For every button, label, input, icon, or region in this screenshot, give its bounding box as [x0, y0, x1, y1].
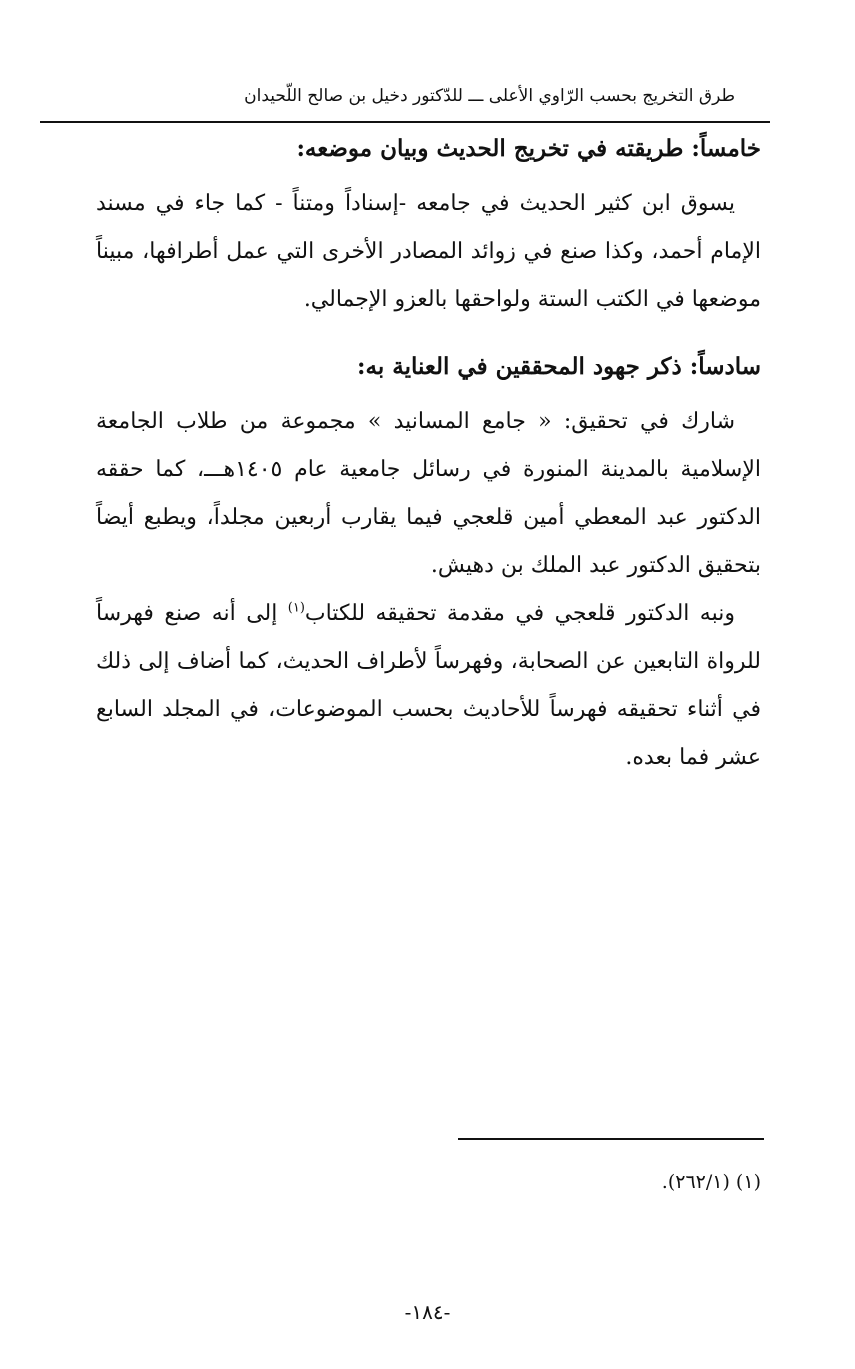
- section-heading-6: سادساً: ذكر جهود المحققين في العناية به:: [357, 353, 761, 380]
- paragraph-text: ونبه الدكتور قلعجي في مقدمة تحقيقه للكتاب: [304, 601, 735, 626]
- footnote: (١) (٢٦٢/١).: [661, 1171, 761, 1193]
- running-header: طرق التخريج بحسب الرّاوي الأعلى ـــ للدّكتور دخيل بن صالح اللّحيدان: [244, 86, 735, 106]
- section-paragraph-6a: شارك في تحقيق: « جامع المسانيد » مجموعة من طلاب الجامعة الإسلامية بالمدينة المنورة في رسائل جامعية عام ١٤٠٥هـــ، كما حققه الدكتور عبد المعطي أمين قلعجي فيما يقارب أربعين مجلداً، ويطبع أيضاً بتحقيق الدكتور عبد الملك بن دهيش.: [96, 409, 761, 578]
- footnote-reference[interactable]: (١): [287, 600, 305, 616]
- spacer: [96, 324, 761, 342]
- header-rule: [40, 121, 770, 123]
- section-paragraph-6b: [96, 590, 761, 782]
- section-heading-5: خامساً: طريقته في تخريج الحديث وبيان موضعه:: [296, 135, 761, 162]
- page-number: -١٨٤-: [404, 1300, 451, 1324]
- section-paragraph-5: يسوق ابن كثير الحديث في جامعه -إسناداً ومتناً - كما جاء في مسند الإمام أحمد، وكذا صنع في زوائد المصادر الأخرى التي عمل أطرافها، مبيناً موضعها في الكتب الستة ولواحقها بالعزو الإجمالي.: [96, 191, 761, 312]
- paragraph-text: إلى أنه صنع فهرساً للرواة التابعين عن الصحابة، وفهرساً لأطراف الحديث، كما أضاف إلى ذلك في أثناء تحقيقه فهرساً للأحاديث بحسب الموضوعات، في المجلد السابع عشر فما بعده.: [96, 601, 761, 770]
- footnote-rule: [458, 1138, 764, 1140]
- main-content: [96, 124, 761, 782]
